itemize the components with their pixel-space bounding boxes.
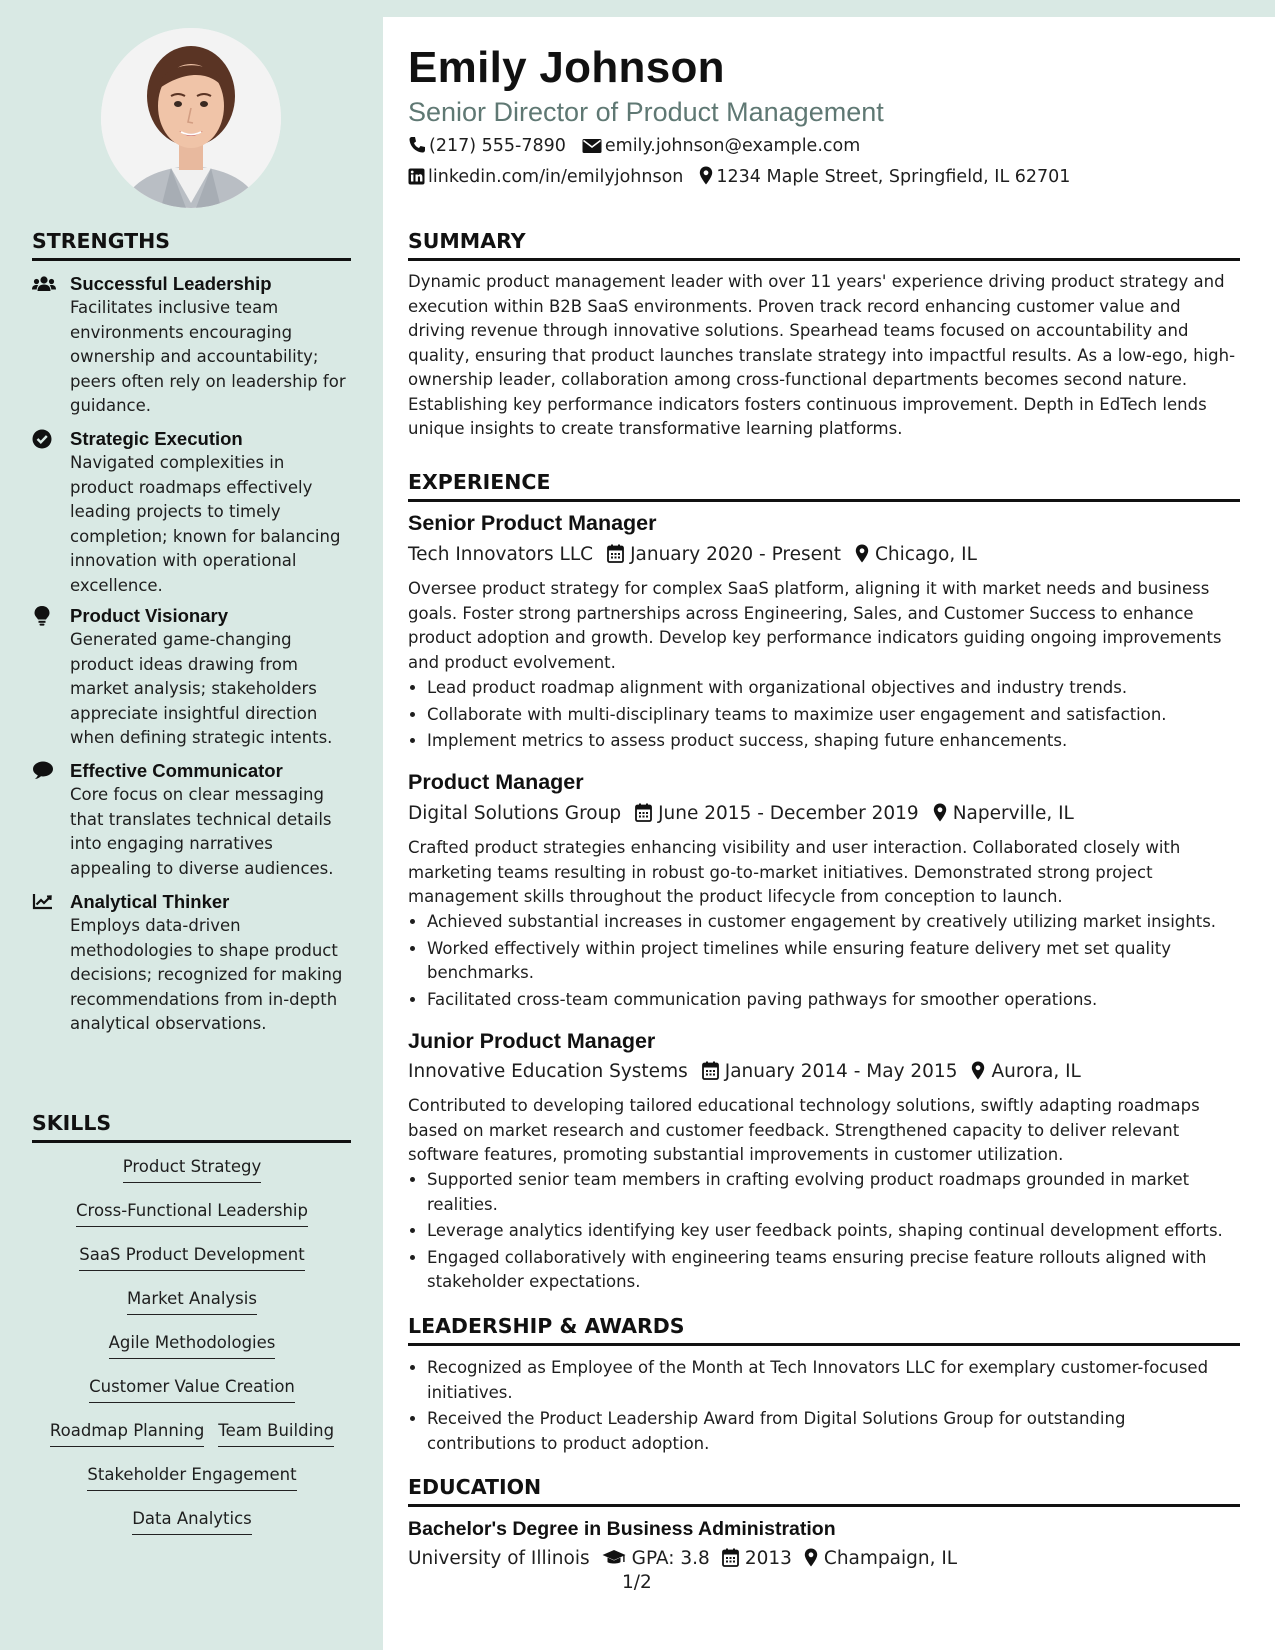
company-name: Innovative Education Systems — [408, 1061, 688, 1082]
calendar-icon — [607, 544, 624, 571]
list-item: • Supported senior team members in crafting evolving product roadmaps grounded in market realities. — [427, 1168, 1259, 1217]
summary-heading: SUMMARY — [408, 229, 1240, 261]
education-heading: EDUCATION — [408, 1475, 1240, 1507]
skills-list — [32, 1155, 352, 1551]
job-dates: January 2020 - Present — [630, 544, 842, 565]
skill-tag: Data Analytics — [132, 1507, 252, 1535]
strength-title: Successful Leadership — [70, 273, 272, 294]
graduation-year: 2013 — [744, 1548, 792, 1569]
profile-photo — [101, 28, 281, 208]
map-pin-icon — [699, 166, 713, 192]
job-position: Senior Product Manager — [408, 511, 657, 535]
degree: Bachelor's Degree in Business Administration — [408, 1518, 836, 1540]
strength-description: Core focus on clear messaging that translates technical details into engaging narratives appealing to diverse audiences. — [70, 785, 334, 878]
list-item: • Recognized as Employee of the Month at Tech Innovators LLC for exemplary customer-focused initiatives. — [427, 1356, 1259, 1405]
calendar-icon — [702, 1061, 719, 1088]
users-icon — [32, 274, 56, 294]
map-pin-icon — [933, 803, 947, 830]
job-bullets — [408, 910, 1259, 1014]
list-item: • Collaborate with multi-disciplinary teams to maximize user engagement and satisfaction. — [427, 703, 1259, 728]
linkedin-link[interactable]: linkedin.com/in/emilyjohnson — [428, 167, 684, 187]
email-link[interactable]: emily.johnson@example.com — [604, 136, 861, 156]
skill-tag: Product Strategy — [123, 1155, 262, 1183]
phone-icon — [408, 136, 426, 161]
school-name: University of Illinois — [408, 1548, 590, 1569]
job-dates: January 2014 - May 2015 — [724, 1061, 958, 1082]
job-position: Product Manager — [408, 770, 584, 794]
job-description: Crafted product strategies enhancing visibility and user interaction. Collaborated closely with marketing teams resulting in robust go-to-market initiatives. Demonstrated strong project management skills throughout the product lifecycle from conception to launch. — [408, 838, 1181, 906]
strength-description: Employs data-driven methodologies to shape product decisions; recognized for making recommendations from in-depth analytical observations. — [70, 916, 343, 1033]
job-description: Contributed to developing tailored educational technology solutions, swiftly adapting roadmaps based on market research and customer feedback. Strengthened capacity to deliver relevant software features, promoting substantial improvements in customer utilization. — [408, 1096, 1200, 1164]
skill-tag: Cross-Functional Leadership — [76, 1199, 308, 1227]
education-meta — [408, 1546, 957, 1575]
envelope-icon — [582, 137, 602, 161]
job-meta — [408, 542, 977, 571]
job-bullets — [408, 1168, 1259, 1297]
person-name: Emily Johnson — [408, 43, 725, 92]
job-description: Oversee product strategy for complex SaaS platform, aligning it with market needs and business goals. Foster strong partnerships across Engineering, Sales, and Customer Success to enhance product adoption and growth. Develop key performance indicators guiding ongoing improvements and product evolvement. — [408, 579, 1222, 672]
company-name: Digital Solutions Group — [408, 803, 622, 824]
strength-title: Effective Communicator — [70, 760, 283, 781]
list-item: • Lead product roadmap alignment with organizational objectives and industry trends. — [427, 676, 1259, 701]
skill-tag: SaaS Product Development — [79, 1243, 304, 1271]
job-title-headline: Senior Director of Product Management — [408, 97, 884, 127]
speech-bubble-icon — [32, 761, 56, 781]
skill-tag: Market Analysis — [127, 1287, 257, 1315]
strength-item — [32, 890, 352, 1037]
skill-tag: Roadmap Planning — [50, 1419, 204, 1447]
lightbulb-icon — [32, 606, 56, 626]
skill-tag: Agile Methodologies — [109, 1331, 276, 1359]
calendar-icon — [722, 1548, 739, 1575]
experience-heading: EXPERIENCE — [408, 470, 1240, 502]
list-item: • Facilitated cross-team communication paving pathways for smoother operations. — [427, 988, 1259, 1013]
phone-number[interactable]: (217) 555-7890 — [429, 136, 566, 156]
gpa: GPA: 3.8 — [631, 1548, 710, 1569]
job-position: Junior Product Manager — [408, 1029, 656, 1053]
linkedin-icon — [408, 168, 425, 192]
skills-heading: SKILLS — [32, 1111, 351, 1143]
job-location: Chicago, IL — [875, 544, 977, 565]
strength-item — [32, 759, 352, 881]
map-pin-icon — [804, 1548, 818, 1575]
list-item: • Engaged collaboratively with engineering teams ensuring precise feature rollouts aligned with stakeholder expectations. — [427, 1246, 1259, 1295]
company-name: Tech Innovators LLC — [408, 544, 594, 565]
address: 1234 Maple Street, Springfield, IL 62701 — [716, 167, 1071, 187]
job-meta — [408, 801, 1074, 830]
strength-description: Facilitates inclusive team environments encouraging ownership and accountability; peers often rely on leadership for guidance. — [70, 298, 346, 415]
list-item: • Achieved substantial increases in customer engagement by creatively utilizing market insights. — [427, 910, 1259, 935]
job-location: Aurora, IL — [991, 1061, 1081, 1082]
page-number: 1/2 — [622, 1572, 652, 1593]
job-dates: June 2015 - December 2019 — [658, 803, 919, 824]
strength-title: Product Visionary — [70, 605, 228, 626]
contact-row — [408, 165, 1070, 192]
check-circle-icon — [32, 429, 56, 449]
skill-tag: Stakeholder Engagement — [87, 1463, 296, 1491]
job-meta — [408, 1059, 1081, 1088]
strength-item — [32, 604, 352, 751]
contact-row — [408, 134, 860, 161]
strength-title: Analytical Thinker — [70, 891, 230, 912]
calendar-icon — [635, 803, 652, 830]
strength-description: Navigated complexities in product roadmaps effectively leading projects to timely completion; known for balancing innovation with operational excellence. — [70, 453, 341, 595]
map-pin-icon — [971, 1061, 985, 1088]
summary-text: Dynamic product management leader with over 11 years' experience driving product strategy and execution within B2B SaaS environments. Proven track record enhancing customer value and driving revenue through innovative solutions. Spearhead teams focused on accountability and quality, ensuring that product launches translate strategy into impactful results. As a low-ego, high- ownership leader, collaboration among cross-functional departments becomes second nature. Establishing key performance indicators fosters continuous improvement. Depth in EdTech lends unique insights to create transformative learning platforms. — [408, 272, 1236, 438]
strength-item — [32, 272, 352, 419]
awards-heading: LEADERSHIP & AWARDS — [408, 1314, 1240, 1346]
skill-tag: Team Building — [218, 1419, 334, 1447]
job-location: Naperville, IL — [952, 803, 1074, 824]
strengths-heading: STRENGTHS — [32, 229, 351, 261]
list-item: • Worked effectively within project timelines while ensuring feature delivery met set quality benchmarks. — [427, 937, 1259, 986]
list-item: • Received the Product Leadership Award from Digital Solutions Group for outstanding contributions to product adoption. — [427, 1407, 1259, 1456]
education-location: Champaign, IL — [823, 1548, 958, 1569]
list-item: • Leverage analytics identifying key user feedback points, shaping continual development efforts. — [427, 1219, 1259, 1244]
skill-tag: Customer Value Creation — [89, 1375, 295, 1403]
list-item: • Implement metrics to assess product success, shaping future enhancements. — [427, 729, 1259, 754]
strength-description: Generated game-changing product ideas drawing from market analysis; stakeholders appreciate insightful direction when defining strategic intents. — [70, 630, 333, 747]
awards-list — [408, 1356, 1259, 1458]
chart-line-icon — [32, 892, 56, 912]
map-pin-icon — [855, 544, 869, 571]
sidebar — [0, 0, 383, 1650]
job-bullets — [408, 676, 1259, 756]
strength-item — [32, 427, 352, 598]
strength-title: Strategic Execution — [70, 428, 243, 449]
